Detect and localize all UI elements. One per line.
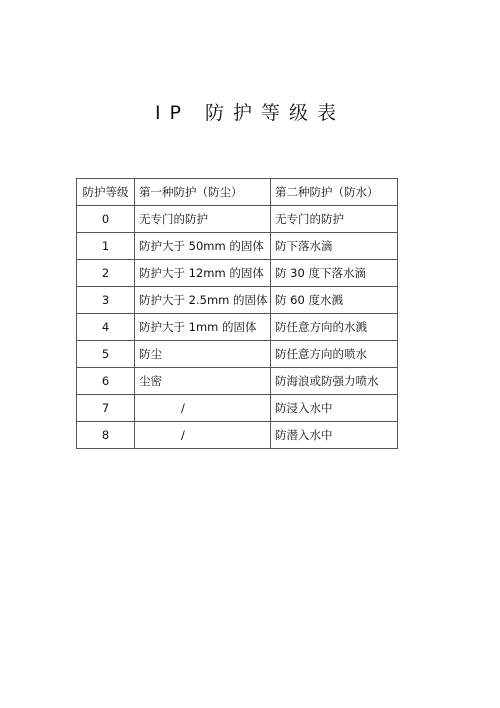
dust-cell: 防护大于 1mm 的固体 — [135, 314, 271, 341]
dust-cell: 防护大于 12mm 的固体 — [135, 260, 271, 287]
table-row — [77, 395, 398, 422]
water-cell: 防 60 度水溅 — [271, 287, 398, 314]
dust-cell: 无专门的防护 — [135, 206, 271, 233]
water-cell: 防 30 度下落水滴 — [271, 260, 398, 287]
level-cell: 2 — [77, 260, 135, 287]
table-row — [77, 233, 398, 260]
table-row — [77, 368, 398, 395]
water-cell: 防潜入水中 — [271, 422, 398, 449]
level-cell: 3 — [77, 287, 135, 314]
table-header-row — [77, 179, 398, 206]
level-cell: 4 — [77, 314, 135, 341]
level-cell: 7 — [77, 395, 135, 422]
table-row — [77, 206, 398, 233]
water-cell: 防海浪或防强力喷水 — [271, 368, 398, 395]
header-protection-level: 防护等级 — [77, 179, 135, 206]
header-dust-protection: 第一种防护（防尘） — [135, 179, 271, 206]
level-cell: 1 — [77, 233, 135, 260]
table-row — [77, 287, 398, 314]
table-row — [77, 260, 398, 287]
dust-cell: 防尘 — [135, 341, 271, 368]
dust-cell: 防护大于 2.5mm 的固体 — [135, 287, 271, 314]
level-cell: 8 — [77, 422, 135, 449]
dust-cell: 防护大于 50mm 的固体 — [135, 233, 271, 260]
level-cell: 5 — [77, 341, 135, 368]
water-cell: 防任意方向的水溅 — [271, 314, 398, 341]
dust-cell: / — [135, 395, 271, 422]
table-row — [77, 314, 398, 341]
table-row — [77, 422, 398, 449]
water-cell: 无专门的防护 — [271, 206, 398, 233]
dust-cell: / — [135, 422, 271, 449]
ip-rating-table — [76, 178, 398, 449]
water-cell: 防任意方向的喷水 — [271, 341, 398, 368]
table-row — [77, 341, 398, 368]
header-water-protection: 第二种防护（防水） — [271, 179, 398, 206]
dust-cell: 尘密 — [135, 368, 271, 395]
level-cell: 0 — [77, 206, 135, 233]
document-title: IP 防护等级表 — [154, 102, 346, 124]
water-cell: 防浸入水中 — [271, 395, 398, 422]
level-cell: 6 — [77, 368, 135, 395]
water-cell: 防下落水滴 — [271, 233, 398, 260]
